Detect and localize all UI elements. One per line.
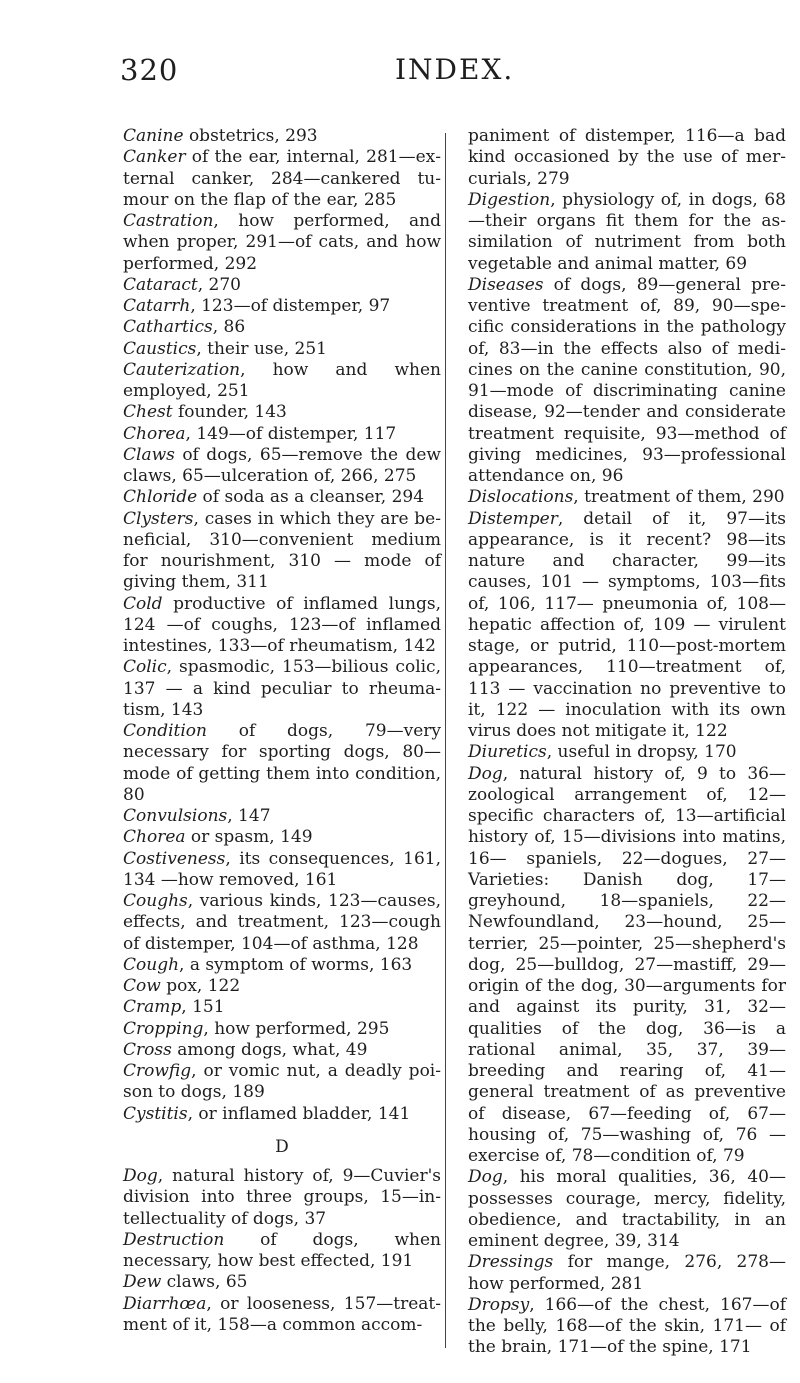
index-entry — [468, 509, 786, 743]
index-entry — [468, 1295, 786, 1359]
index-entry — [123, 147, 441, 211]
entry-headword: Convulsions — [123, 806, 228, 826]
entry-text: , physiology of, in dogs, 68 —their organs fit them for the assimilation of nutriment from both vegetable and animal matter, 69 — [468, 189, 786, 274]
entry-headword: Cross — [123, 1039, 172, 1060]
entry-text: , how and when employed, 251 — [123, 359, 441, 401]
index-entry — [468, 1252, 786, 1295]
index-entry — [123, 1104, 441, 1125]
entry-text: of the ear, internal, 281—external canker, 284—cankered tumour on the flap of the ear, 285 — [123, 147, 441, 210]
entry-headword: Chest — [123, 402, 173, 423]
entry-headword: Cramp — [123, 997, 182, 1018]
entry-text: of dogs, 79—very necessary for sporting dogs, 80—mode of getting them into condition, 80 — [123, 721, 441, 805]
entry-headword: Cathartics — [123, 317, 213, 338]
entry-text: productive of inflamed lungs, 124 —of coughs, 123—of inflamed intestines, 133—of rheumatism, 142 — [123, 593, 441, 656]
index-entry — [123, 1061, 441, 1104]
entry-text: , 123—of distemper, 97 — [190, 296, 391, 316]
entry-text: , 149—of distemper, 117 — [185, 423, 397, 444]
index-entry — [123, 1230, 441, 1273]
entry-text: , its consequences, 161, 134 —how removed, 161 — [123, 848, 441, 890]
left-entries-d — [123, 1166, 441, 1336]
entry-headword: Catarrh — [123, 296, 191, 316]
index-entry — [123, 1166, 441, 1230]
entry-text: , or inflamed bladder, 141 — [187, 1103, 411, 1124]
entry-headword: Cauterization — [123, 359, 241, 380]
entry-headword: Cough — [123, 954, 180, 975]
entry-headword: Dog — [468, 1167, 503, 1188]
entry-text: , detail of it, 97—its appearance, is it recent? 98—its nature and character, 99—its causes, 101 — symptoms, 103—fits of, 106, 117— pneumonia of, 108—hepatic affection of, 109 — virulent stage, or putrid, 110—post-mortem appearances, 110—treatment of, 113 — vaccination no preventive to it, 122 — inoculation with its own virus does not mitigate it, 122 — [468, 508, 786, 741]
section-letter: D — [275, 1136, 289, 1157]
entry-text: claws, 65 — [161, 1272, 248, 1293]
entry-headword: Condition — [123, 721, 207, 741]
index-entry — [123, 849, 441, 892]
entry-headword: Crowfig — [123, 1061, 192, 1081]
entry-headword: Dislocations — [468, 487, 574, 508]
entry-headword: Canine — [123, 126, 184, 146]
entry-text: , natural history of, 9—Cuvier's division into three groups, 15—intellectuality of dogs, 37 — [123, 1166, 441, 1229]
index-entry — [123, 424, 441, 445]
index-entry — [123, 997, 441, 1018]
entry-text: of dogs, when necessary, how best effected, 191 — [123, 1229, 441, 1271]
entry-headword: Distemper — [468, 508, 558, 529]
index-entry — [123, 1294, 441, 1337]
column-divider — [445, 133, 446, 1348]
index-entry — [468, 1167, 786, 1252]
index-entry — [123, 1019, 441, 1040]
page-header — [0, 53, 800, 103]
right-column — [468, 126, 786, 1359]
entry-text: of dogs, 89—general preventive treatment of, 89, 90—specific considerations in the pathology of, 83—in the effects also of medicines on the canine constitution, 90, 91—mode of discriminating canine disease, 92—tender and considerate treatment requisite, 93—method of giving medicines, 93—professional attendance on, 96 — [468, 274, 786, 486]
entry-headword: Diarrhœa — [123, 1293, 207, 1314]
entry-headword: Dew — [123, 1272, 162, 1293]
entry-text: for mange, 276, 278—how performed, 281 — [468, 1252, 786, 1294]
index-entry — [468, 764, 786, 1168]
running-title: INDEX. — [395, 53, 515, 86]
entry-text: , 270 — [197, 274, 241, 295]
entry-headword: Caustics — [123, 338, 197, 359]
index-entry — [123, 126, 441, 147]
index-entry — [468, 487, 786, 508]
entry-text: , a symptom of worms, 163 — [179, 954, 413, 975]
left-column — [123, 126, 441, 1336]
entry-headword: Coughs — [123, 891, 188, 911]
entry-text: , spasmodic, 153—bilious colic, 137 — a kind peculiar to rheumatism, 143 — [123, 657, 441, 720]
entry-headword: Digestion — [468, 189, 551, 210]
entry-headword: Destruction — [123, 1229, 225, 1250]
entry-headword: Dropsy — [468, 1294, 530, 1315]
entry-text: , their use, 251 — [196, 338, 327, 359]
index-entry — [123, 1040, 441, 1061]
entry-headword: Chorea — [123, 423, 186, 444]
entry-text: or spasm, 149 — [185, 827, 313, 848]
entry-headword: Chorea — [123, 827, 186, 848]
index-entry — [123, 317, 441, 338]
entry-text: of dogs, 65—remove the dew claws, 65—ulceration of, 266, 275 — [123, 444, 441, 486]
entry-headword: Costiveness — [123, 848, 226, 869]
index-entry — [123, 339, 441, 360]
entry-headword: Colic — [123, 657, 167, 678]
index-entry — [123, 1272, 441, 1293]
entry-text: , 166—of the chest, 167—of the belly, 168—of the skin, 171— of the brain, 171—of the spine, 171 — [468, 1294, 786, 1358]
index-entry — [123, 487, 441, 508]
entry-headword: Canker — [123, 147, 186, 168]
index-entry — [123, 721, 441, 806]
entry-text: of soda as a cleanser, 294 — [197, 487, 425, 508]
entry-text: , how performed, and when proper, 291—of cats, and how performed, 292 — [123, 211, 441, 274]
index-entry — [123, 211, 441, 275]
index-entry — [123, 296, 441, 317]
entry-text: , natural history of, 9 to 36—zoological arrangement of, 12—specific characters of, 13—artificial history of, 15—divisions into matins, 16— spaniels, 22—dogues, 27—Varieties: Danish dog, 17—greyhound, 18—spaniels, 22—Newfoundland, 23—hound, 25—terrier, 25—pointer, 25—shepherd's dog, 25—bulldog, 27—mastiff, 29—origin of the dog, 30—arguments for and against its purity, 31, 32—qualities of the dog, 36—is a rational animal, 35, 37, 39—breeding and rearing of, 41—general treatment of as preventive of disease, 67—feeding of, 67—housing of, 75—washing of, 76 —exercise of, 78—condition of, 79 — [468, 763, 786, 1166]
index-entry — [123, 976, 441, 997]
entry-headword: Cold — [123, 593, 163, 614]
index-entry — [123, 827, 441, 848]
entry-headword: Diuretics — [468, 742, 547, 763]
entry-headword: Cow — [123, 976, 161, 996]
entry-headword: Chloride — [123, 487, 198, 508]
entry-headword: Claws — [123, 444, 175, 465]
entry-text: , or looseness, 157—treatment of it, 158—a common accom- — [123, 1293, 441, 1335]
index-entry — [468, 742, 786, 763]
index-entry — [123, 275, 441, 296]
entry-headword: Dressings — [468, 1252, 554, 1273]
entry-headword: Cystitis — [123, 1103, 188, 1124]
index-entry — [468, 126, 786, 190]
entry-text: obstetrics, 293 — [183, 126, 318, 146]
entry-text: , cases in which they are beneficial, 310—convenient medium for nourishment, 310 — mode of giving them, 311 — [123, 508, 441, 593]
entry-text: , treatment of them, 290 — [573, 487, 785, 508]
index-entry — [123, 402, 441, 423]
entry-text: pox, 122 — [160, 976, 241, 996]
index-entry — [123, 657, 441, 721]
index-entry — [468, 190, 786, 275]
index-entry — [123, 891, 441, 955]
right-entries — [468, 126, 786, 1359]
index-entry — [123, 445, 441, 488]
index-entry — [123, 509, 441, 594]
entry-text: founder, 143 — [172, 402, 287, 423]
entry-text: , his moral qualities, 36, 40— possesses courage, mercy, fidelity, obedience, and tractability, in an eminent degree, 39, 314 — [468, 1167, 786, 1251]
entry-headword: Dog — [123, 1166, 158, 1186]
entry-headword: Clysters — [123, 508, 194, 529]
entry-text: , 151 — [181, 997, 225, 1018]
entry-text: paniment of distemper, 116—a bad kind occasioned by the use of mercurials, 279 — [468, 126, 786, 189]
entry-headword: Diseases — [468, 274, 544, 295]
entry-text: , or vomic nut, a deadly poison to dogs, 189 — [123, 1061, 441, 1103]
index-entry — [123, 594, 441, 658]
left-entries — [123, 126, 441, 1125]
index-entry — [468, 275, 786, 488]
entry-text: , various kinds, 123—causes, effects, and treatment, 123—cough of distemper, 104—of asthma, 128 — [123, 891, 441, 954]
entry-text: , 86 — [212, 317, 246, 338]
entry-text: , 147 — [227, 806, 271, 826]
entry-headword: Cataract — [123, 274, 198, 295]
entry-text: among dogs, what, 49 — [171, 1039, 368, 1060]
entry-headword: Cropping — [123, 1018, 204, 1039]
entry-headword: Castration — [123, 211, 214, 231]
entry-text: , useful in dropsy, 170 — [546, 742, 737, 763]
index-entry — [123, 360, 441, 403]
entry-text: , how performed, 295 — [203, 1018, 390, 1039]
entry-headword: Dog — [468, 763, 503, 784]
index-entry — [123, 806, 441, 827]
index-entry — [123, 955, 441, 976]
page-number: 320 — [120, 53, 179, 87]
